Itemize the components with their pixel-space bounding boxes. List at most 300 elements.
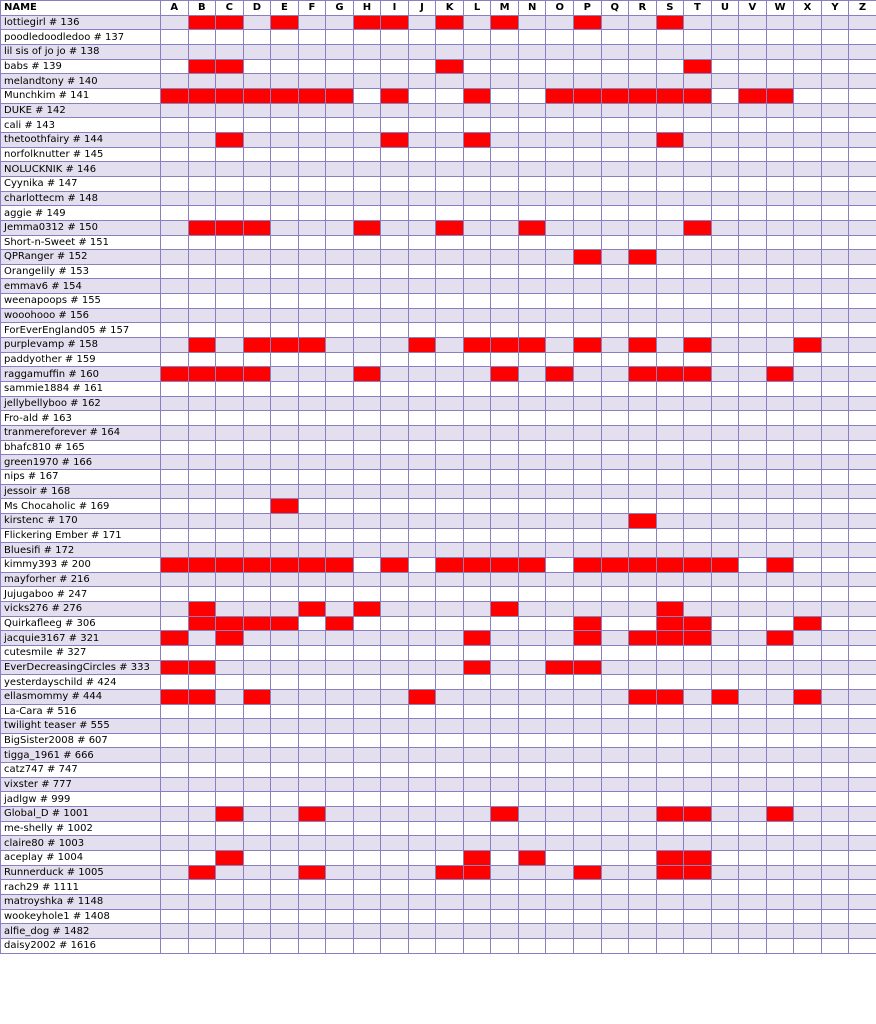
empty-cell-q [601,513,629,528]
marked-cell-m [491,601,519,616]
marked-cell-g [326,557,354,572]
empty-cell-t [684,939,712,954]
empty-cell-g [326,30,354,45]
marked-cell-i [381,132,409,147]
empty-cell-z [849,411,876,426]
marked-cell-l [463,88,491,103]
member-name: yesterdayschild # 424 [1,675,161,690]
empty-cell-g [326,191,354,206]
empty-cell-k [436,294,464,309]
marked-cell-b [188,865,216,880]
empty-cell-p [573,704,601,719]
empty-cell-d [243,323,271,338]
empty-cell-h [353,807,381,822]
empty-cell-z [849,484,876,499]
empty-cell-b [188,294,216,309]
empty-cell-a [161,220,189,235]
empty-cell-h [353,323,381,338]
empty-cell-o [546,15,574,30]
empty-cell-s [656,792,684,807]
empty-cell-v [739,220,767,235]
empty-cell-r [629,543,657,558]
empty-cell-d [243,59,271,74]
empty-cell-g [326,206,354,221]
empty-cell-h [353,865,381,880]
empty-cell-k [436,675,464,690]
empty-cell-t [684,176,712,191]
empty-cell-v [739,660,767,675]
marked-cell-p [573,865,601,880]
empty-cell-t [684,250,712,265]
empty-cell-i [381,396,409,411]
empty-cell-v [739,587,767,602]
empty-cell-v [739,440,767,455]
empty-cell-o [546,924,574,939]
marked-cell-x [794,689,822,704]
table-row [1,704,876,719]
empty-cell-d [243,660,271,675]
empty-cell-q [601,132,629,147]
empty-cell-g [326,689,354,704]
empty-cell-g [326,411,354,426]
empty-cell-g [326,821,354,836]
empty-cell-b [188,352,216,367]
empty-cell-k [436,162,464,177]
empty-cell-h [353,411,381,426]
empty-cell-r [629,880,657,895]
empty-cell-w [766,719,794,734]
empty-cell-s [656,513,684,528]
empty-cell-b [188,939,216,954]
empty-cell-n [518,792,546,807]
empty-cell-d [243,880,271,895]
table-row [1,250,876,265]
empty-cell-j [408,235,436,250]
empty-cell-d [243,30,271,45]
empty-cell-t [684,880,712,895]
empty-cell-d [243,499,271,514]
empty-cell-a [161,440,189,455]
empty-cell-b [188,455,216,470]
empty-cell-m [491,103,519,118]
empty-cell-l [463,513,491,528]
empty-cell-e [271,162,299,177]
empty-cell-r [629,206,657,221]
empty-cell-g [326,601,354,616]
empty-cell-u [711,294,739,309]
empty-cell-z [849,865,876,880]
empty-cell-n [518,704,546,719]
empty-cell-z [849,352,876,367]
empty-cell-l [463,528,491,543]
empty-cell-e [271,132,299,147]
empty-cell-p [573,103,601,118]
empty-cell-c [216,528,244,543]
empty-cell-b [188,763,216,778]
empty-cell-u [711,176,739,191]
empty-cell-x [794,147,822,162]
empty-cell-i [381,455,409,470]
empty-cell-r [629,572,657,587]
empty-cell-s [656,924,684,939]
empty-cell-i [381,821,409,836]
empty-cell-o [546,206,574,221]
empty-cell-m [491,396,519,411]
empty-cell-b [188,821,216,836]
empty-cell-l [463,675,491,690]
empty-cell-z [849,206,876,221]
empty-cell-u [711,499,739,514]
empty-cell-x [794,264,822,279]
empty-cell-r [629,792,657,807]
empty-cell-z [849,895,876,910]
empty-cell-k [436,352,464,367]
empty-cell-s [656,294,684,309]
table-row [1,865,876,880]
empty-cell-q [601,426,629,441]
empty-cell-w [766,865,794,880]
empty-cell-o [546,147,574,162]
empty-cell-x [794,821,822,836]
empty-cell-b [188,411,216,426]
empty-cell-g [326,279,354,294]
empty-cell-j [408,616,436,631]
table-row [1,176,876,191]
empty-cell-d [243,44,271,59]
table-row [1,557,876,572]
empty-cell-l [463,118,491,133]
empty-cell-d [243,675,271,690]
empty-cell-h [353,645,381,660]
empty-cell-u [711,118,739,133]
marked-cell-h [353,220,381,235]
marked-cell-o [546,660,574,675]
marked-cell-i [381,88,409,103]
empty-cell-e [271,675,299,690]
empty-cell-t [684,191,712,206]
empty-cell-d [243,939,271,954]
empty-cell-o [546,176,574,191]
marked-cell-l [463,851,491,866]
marked-cell-f [298,557,326,572]
empty-cell-l [463,924,491,939]
empty-cell-o [546,279,574,294]
empty-cell-i [381,323,409,338]
empty-cell-u [711,616,739,631]
empty-cell-y [821,132,849,147]
empty-cell-u [711,924,739,939]
empty-cell-b [188,103,216,118]
empty-cell-i [381,484,409,499]
empty-cell-z [849,88,876,103]
empty-cell-b [188,426,216,441]
marked-cell-c [216,367,244,382]
member-name: Munchkim # 141 [1,88,161,103]
empty-cell-k [436,279,464,294]
empty-cell-o [546,470,574,485]
empty-cell-n [518,836,546,851]
marked-cell-b [188,220,216,235]
empty-cell-v [739,645,767,660]
empty-cell-e [271,763,299,778]
empty-cell-b [188,675,216,690]
empty-cell-q [601,440,629,455]
empty-cell-m [491,645,519,660]
empty-cell-k [436,704,464,719]
empty-cell-y [821,323,849,338]
empty-cell-x [794,572,822,587]
empty-cell-w [766,30,794,45]
empty-cell-y [821,660,849,675]
empty-cell-x [794,645,822,660]
empty-cell-v [739,880,767,895]
empty-cell-l [463,777,491,792]
empty-cell-w [766,191,794,206]
empty-cell-w [766,543,794,558]
empty-cell-p [573,396,601,411]
empty-cell-d [243,411,271,426]
empty-cell-w [766,601,794,616]
marked-cell-s [656,689,684,704]
table-row [1,792,876,807]
empty-cell-z [849,294,876,309]
empty-cell-w [766,59,794,74]
empty-cell-r [629,220,657,235]
member-name: wookeyhole1 # 1408 [1,909,161,924]
empty-cell-t [684,543,712,558]
empty-cell-t [684,162,712,177]
empty-cell-s [656,660,684,675]
empty-cell-k [436,763,464,778]
marked-cell-s [656,807,684,822]
empty-cell-n [518,631,546,646]
empty-cell-l [463,264,491,279]
empty-cell-w [766,74,794,89]
empty-cell-z [849,748,876,763]
empty-cell-n [518,689,546,704]
empty-cell-o [546,631,574,646]
empty-cell-u [711,59,739,74]
empty-cell-q [601,352,629,367]
empty-cell-m [491,352,519,367]
empty-cell-m [491,513,519,528]
marked-cell-j [408,689,436,704]
empty-cell-m [491,30,519,45]
empty-cell-s [656,748,684,763]
marked-cell-r [629,557,657,572]
empty-cell-y [821,587,849,602]
empty-cell-o [546,733,574,748]
empty-cell-x [794,162,822,177]
empty-cell-p [573,719,601,734]
empty-cell-y [821,220,849,235]
empty-cell-d [243,587,271,602]
empty-cell-o [546,352,574,367]
empty-cell-r [629,59,657,74]
empty-cell-f [298,30,326,45]
empty-cell-a [161,572,189,587]
empty-cell-d [243,294,271,309]
empty-cell-h [353,103,381,118]
empty-cell-f [298,59,326,74]
member-name: vicks276 # 276 [1,601,161,616]
empty-cell-i [381,44,409,59]
empty-cell-a [161,132,189,147]
marked-cell-s [656,851,684,866]
empty-cell-u [711,30,739,45]
empty-cell-s [656,220,684,235]
empty-cell-p [573,675,601,690]
empty-cell-w [766,220,794,235]
empty-cell-d [243,118,271,133]
empty-cell-y [821,176,849,191]
marked-cell-t [684,367,712,382]
empty-cell-v [739,103,767,118]
empty-cell-u [711,250,739,265]
marked-cell-r [629,338,657,353]
empty-cell-u [711,763,739,778]
empty-cell-e [271,279,299,294]
column-header-e: E [271,1,299,16]
empty-cell-m [491,851,519,866]
empty-cell-g [326,396,354,411]
empty-cell-b [188,382,216,397]
empty-cell-m [491,660,519,675]
empty-cell-s [656,118,684,133]
empty-cell-f [298,880,326,895]
empty-cell-m [491,132,519,147]
empty-cell-z [849,440,876,455]
empty-cell-t [684,645,712,660]
empty-cell-i [381,880,409,895]
empty-cell-e [271,895,299,910]
empty-cell-p [573,118,601,133]
marked-cell-b [188,660,216,675]
empty-cell-n [518,323,546,338]
empty-cell-e [271,191,299,206]
empty-cell-i [381,59,409,74]
empty-cell-s [656,587,684,602]
empty-cell-f [298,748,326,763]
empty-cell-d [243,308,271,323]
marked-cell-c [216,59,244,74]
empty-cell-z [849,426,876,441]
empty-cell-g [326,176,354,191]
empty-cell-r [629,15,657,30]
empty-cell-q [601,704,629,719]
marked-cell-f [298,338,326,353]
empty-cell-q [601,689,629,704]
empty-cell-m [491,748,519,763]
empty-cell-e [271,440,299,455]
marked-cell-e [271,15,299,30]
empty-cell-w [766,411,794,426]
empty-cell-t [684,15,712,30]
empty-cell-h [353,147,381,162]
empty-cell-g [326,352,354,367]
empty-cell-p [573,59,601,74]
empty-cell-u [711,279,739,294]
empty-cell-k [436,616,464,631]
empty-cell-e [271,44,299,59]
empty-cell-w [766,645,794,660]
member-name: paddyother # 159 [1,352,161,367]
empty-cell-h [353,396,381,411]
empty-cell-l [463,250,491,265]
empty-cell-r [629,264,657,279]
empty-cell-z [849,59,876,74]
empty-cell-e [271,792,299,807]
empty-cell-a [161,147,189,162]
header-row [1,1,876,16]
empty-cell-p [573,836,601,851]
marked-cell-b [188,689,216,704]
empty-cell-j [408,865,436,880]
empty-cell-n [518,880,546,895]
empty-cell-r [629,763,657,778]
empty-cell-e [271,704,299,719]
empty-cell-v [739,513,767,528]
empty-cell-b [188,748,216,763]
empty-cell-s [656,675,684,690]
empty-cell-h [353,338,381,353]
empty-cell-m [491,220,519,235]
empty-cell-c [216,396,244,411]
empty-cell-p [573,513,601,528]
empty-cell-f [298,777,326,792]
empty-cell-d [243,836,271,851]
empty-cell-q [601,763,629,778]
empty-cell-t [684,587,712,602]
empty-cell-f [298,264,326,279]
empty-cell-y [821,807,849,822]
empty-cell-u [711,132,739,147]
empty-cell-z [849,176,876,191]
empty-cell-z [849,924,876,939]
empty-cell-m [491,484,519,499]
empty-cell-e [271,308,299,323]
marked-cell-r [629,88,657,103]
empty-cell-m [491,191,519,206]
empty-cell-n [518,939,546,954]
empty-cell-t [684,763,712,778]
empty-cell-n [518,396,546,411]
empty-cell-s [656,74,684,89]
empty-cell-c [216,865,244,880]
empty-cell-h [353,250,381,265]
table-row [1,675,876,690]
empty-cell-q [601,30,629,45]
empty-cell-m [491,162,519,177]
empty-cell-n [518,733,546,748]
empty-cell-q [601,631,629,646]
empty-cell-i [381,909,409,924]
empty-cell-i [381,176,409,191]
marked-cell-d [243,616,271,631]
marked-cell-q [601,557,629,572]
empty-cell-x [794,440,822,455]
empty-cell-s [656,308,684,323]
column-header-a: A [161,1,189,16]
empty-cell-y [821,250,849,265]
empty-cell-q [601,895,629,910]
empty-cell-t [684,264,712,279]
marked-cell-e [271,88,299,103]
empty-cell-t [684,74,712,89]
empty-cell-u [711,352,739,367]
empty-cell-k [436,880,464,895]
empty-cell-u [711,367,739,382]
